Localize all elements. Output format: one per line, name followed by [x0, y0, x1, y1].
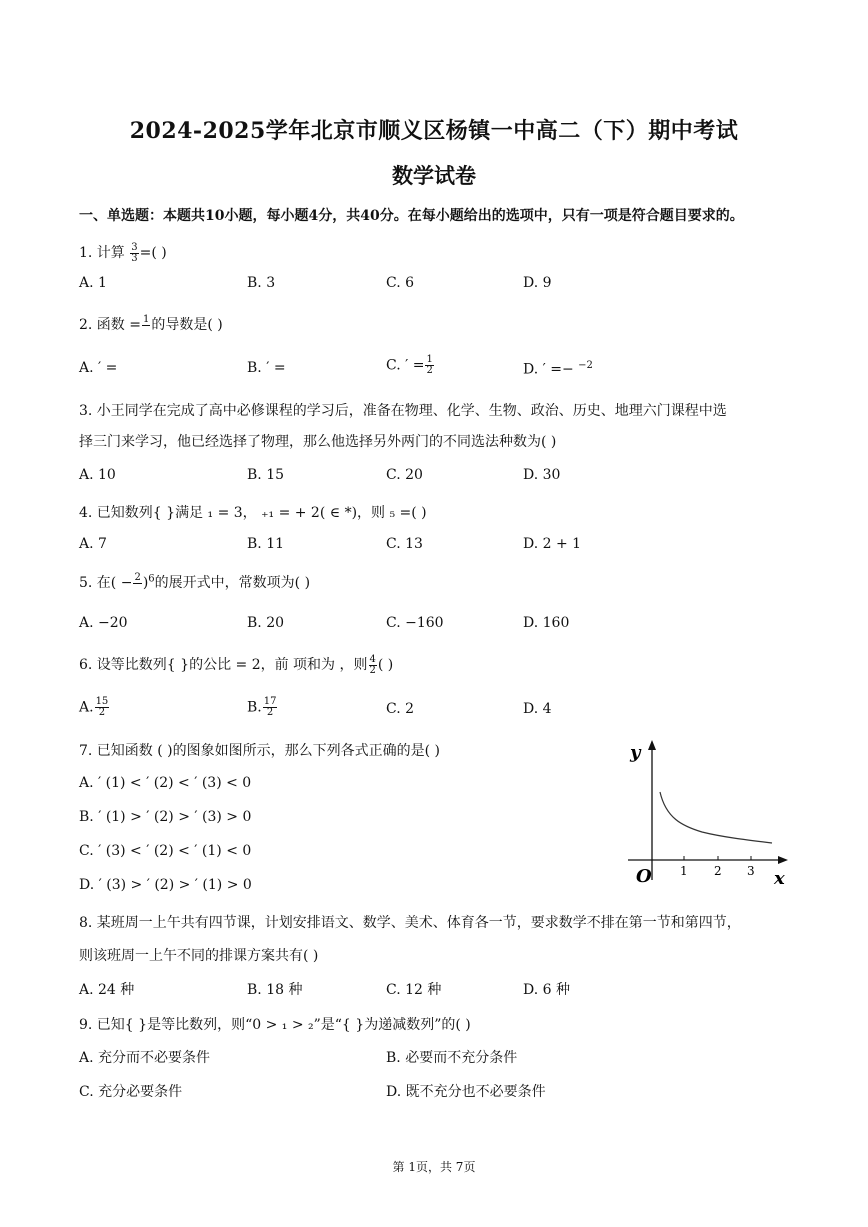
question-9-option-a: A. 充分而不必要条件	[79, 1050, 211, 1066]
question-6-option-d: D. 4	[523, 701, 552, 717]
tick-label-3: 3	[747, 864, 755, 878]
fraction: $\frac{1}{2}$	[426, 354, 433, 376]
question-7-option-b: B. ′ (1) > ′ (2) > ′ (3) > 0	[79, 809, 252, 825]
tick-label-1: 1	[680, 864, 688, 878]
y-axis-arrow	[648, 740, 656, 750]
y-axis-label: y	[630, 742, 641, 763]
exam-title: 2024-2025学年北京市顺义区杨镇一中高二（下）期中考试	[129, 118, 739, 144]
question-5-option-d: D. 160	[523, 615, 570, 631]
question-7-option-d: D. ′ (3) > ′ (2) > ′ (1) > 0	[79, 877, 252, 893]
function-graph	[622, 738, 792, 888]
question-6-stem: 6. 设等比数列{ }的公比 = 2，前 项和为 ，则 $\frac{4}{2}$ ( )	[79, 653, 394, 676]
question-8-option-c: C. 12 种	[386, 982, 442, 998]
question-4-option-a: A. 7	[79, 536, 107, 552]
question-9-option-b: B. 必要而不充分条件	[386, 1050, 518, 1066]
question-3-stem-line-1: 3. 小王同学在完成了高中必修课程的学习后，准备在物理、化学、生物、政治、历史、地理六门课程中选	[79, 403, 727, 419]
question-5-option-b: B. 20	[247, 615, 285, 631]
question-6-option-a: A. $\frac{15}{2}$	[79, 696, 109, 718]
fraction: 2	[134, 571, 141, 583]
question-9-option-c: C. 充分必要条件	[79, 1084, 183, 1100]
question-5-option-c: C. −160	[386, 615, 444, 631]
function-curve	[660, 792, 772, 843]
fraction: $\frac{15}{2}$	[95, 696, 109, 718]
question-4-option-b: B. 11	[247, 536, 285, 552]
question-3-option-a: A. 10	[79, 467, 116, 483]
question-1-option-a: A. 1	[79, 275, 107, 291]
question-1-stem: 1. 计算 $\frac{3}{3}$ =( )	[79, 241, 167, 264]
question-4-option-d: D. 2 + 1	[523, 536, 582, 552]
question-4-stem: 4. 已知数列{ }满足 ₁ = 3， ₊₁ = + 2( ∈ *)，则 ₅ =( )	[79, 505, 427, 521]
question-4-option-c: C. 13	[386, 536, 423, 552]
question-8-stem-line-1: 8. 某班周一上午共有四节课，计划安排语文、数学、美术、体育各一节，要求数学不排在第一节和第四节，	[79, 915, 741, 931]
question-8-option-d: D. 6 种	[523, 982, 570, 998]
section-heading: 一、单选题：本题共10小题，每小题4分，共40分。在每小题给出的选项中，只有一项是符合题目要求的。	[79, 208, 744, 224]
question-3-option-d: D. 30	[523, 467, 561, 483]
x-axis-arrow	[778, 856, 788, 864]
question-6-option-b: B. $\frac{17}{2}$	[247, 696, 277, 718]
question-2-option-a: A. ′ =	[79, 360, 118, 376]
x-axis-label: x	[774, 868, 785, 888]
question-3-stem-line-2: 择三门来学习，他已经选择了物理，那么他选择另外两门的不同选法种数为( )	[79, 434, 557, 450]
question-8-option-b: B. 18 种	[247, 982, 303, 998]
fraction: 1	[143, 313, 150, 325]
question-1-option-d: D. 9	[523, 275, 552, 291]
question-7-option-a: A. ′ (1) < ′ (2) < ′ (3) < 0	[79, 775, 252, 791]
question-1-option-c: C. 6	[386, 275, 415, 291]
question-7-stem: 7. 已知函数 ( )的图象如图所示，那么下列各式正确的是( )	[79, 743, 441, 759]
question-5-option-a: A. −20	[79, 615, 128, 631]
question-3-option-c: C. 20	[386, 467, 423, 483]
fraction: $\frac{3}{3}$	[131, 241, 138, 264]
question-8-stem-line-2: 则该班周一上午不同的排课方案共有( )	[79, 948, 319, 964]
question-6-option-c: C. 2	[386, 701, 415, 717]
tick-label-2: 2	[714, 864, 722, 878]
question-2-option-b: B. ′ =	[247, 360, 286, 376]
fraction: $\frac{17}{2}$	[263, 696, 277, 718]
question-9-stem: 9. 已知{ }是等比数列，则“0 > ₁ > ₂”是“{ }为递减数列”的( )	[79, 1017, 471, 1033]
question-9-option-d: D. 既不充分也不必要条件	[386, 1084, 546, 1100]
question-7-option-c: C. ′ (3) < ′ (2) < ′ (1) < 0	[79, 843, 252, 859]
question-2-stem: 2. 函数 = 1 的导数是( )	[79, 314, 223, 336]
question-1-option-b: B. 3	[247, 275, 276, 291]
question-8-option-a: A. 24 种	[79, 982, 135, 998]
question-3-option-b: B. 15	[247, 467, 285, 483]
question-5-stem: 5. 在( − 2 )$^6$的展开式中，常数项为( )	[79, 572, 310, 594]
question-2-option-c: C. ′ = $\frac{1}{2}$	[386, 354, 433, 376]
exam-subtitle: 数学试卷	[392, 163, 476, 188]
page-footer: 第 1页，共 7页	[392, 1160, 476, 1174]
question-2-option-d: D. ′ =− $^{-2}$	[523, 360, 593, 378]
origin-label: O	[636, 866, 652, 887]
fraction: $\frac{4}{2}$	[369, 653, 376, 676]
